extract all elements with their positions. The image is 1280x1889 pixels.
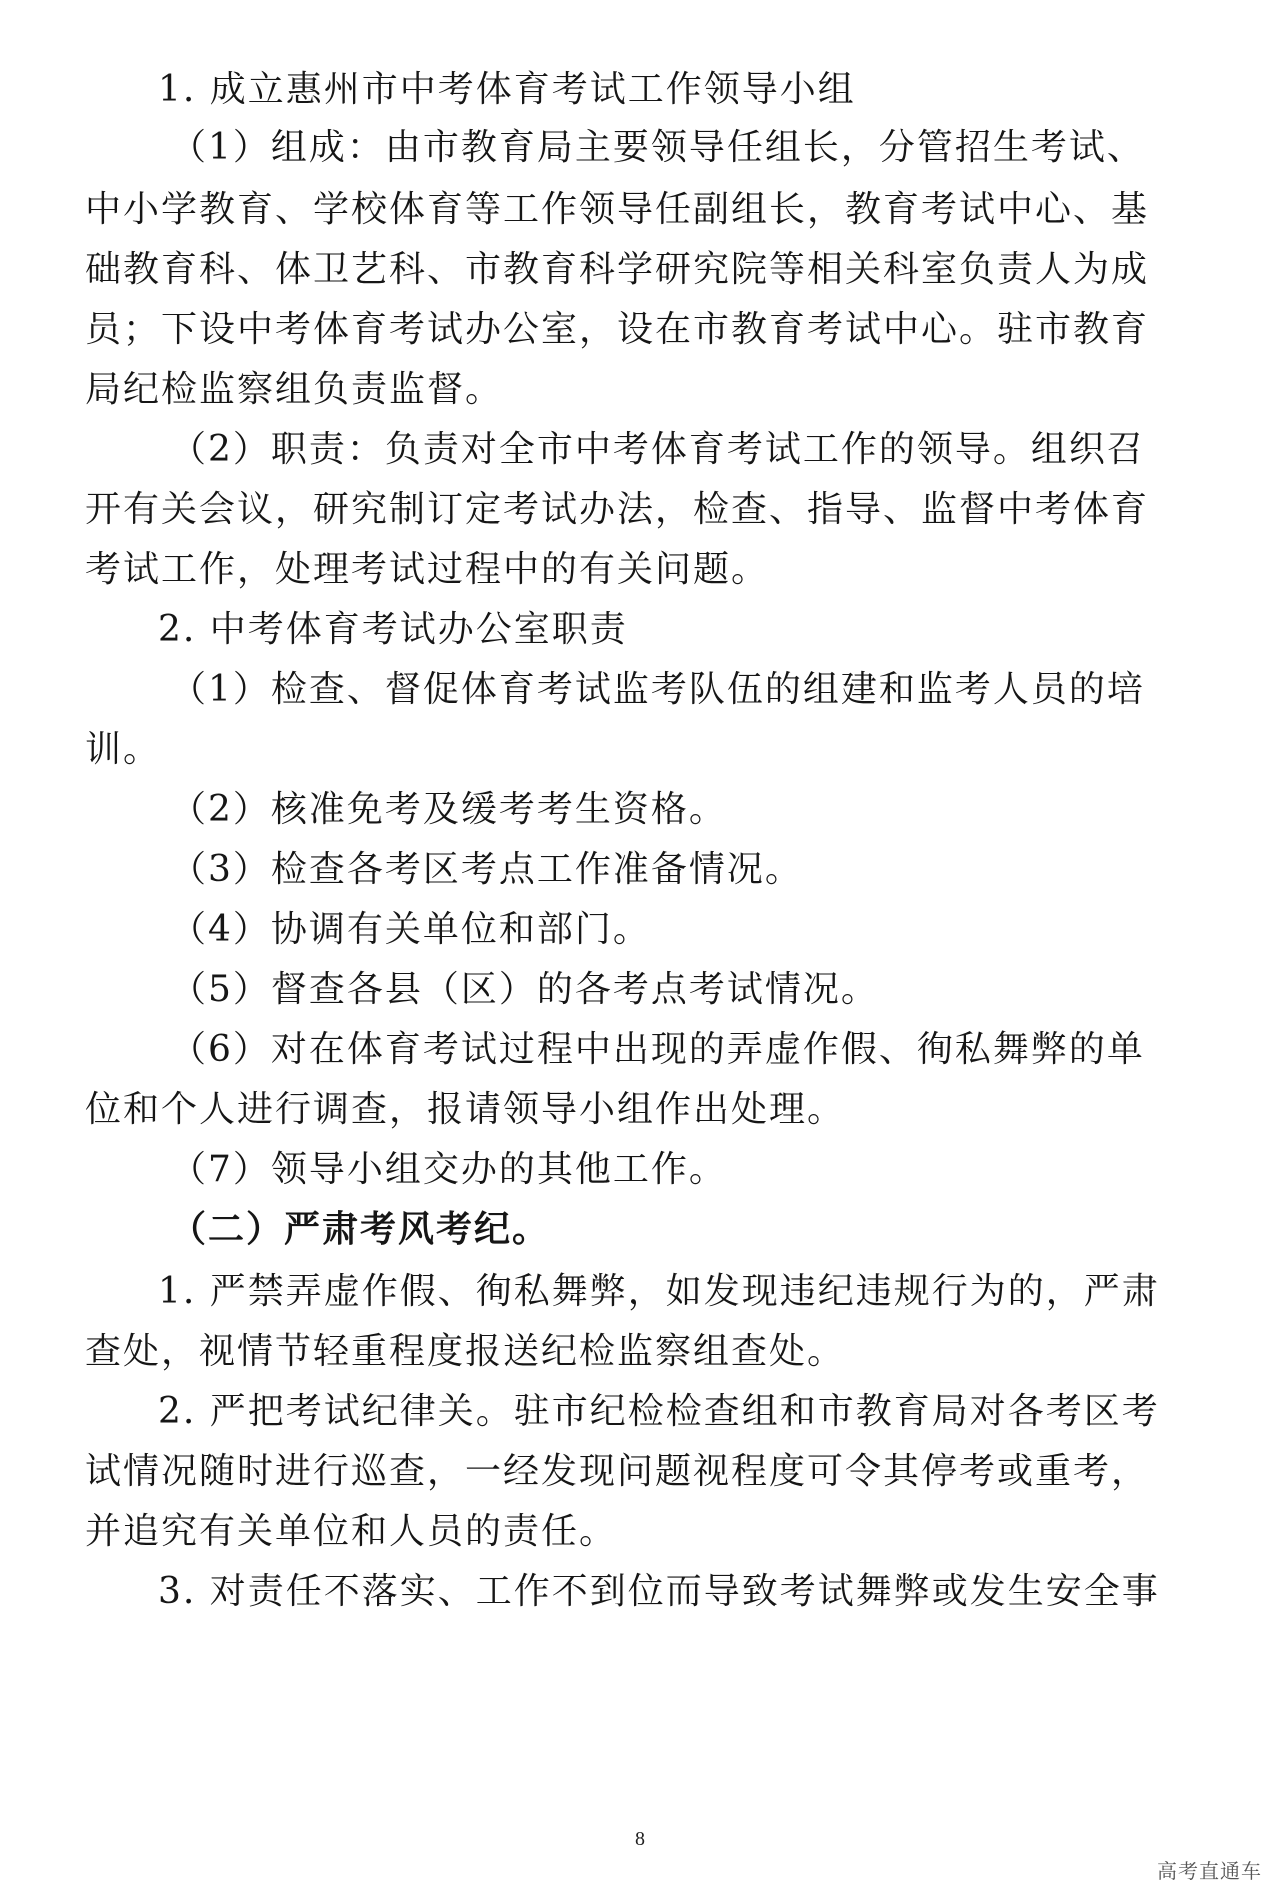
paragraph-line xyxy=(0,1080,1280,1140)
paragraph-line xyxy=(0,600,1280,660)
text-line: 局纪检监察组负责监督。 xyxy=(85,369,504,410)
paragraph-line xyxy=(0,1562,1280,1622)
paragraph-line xyxy=(0,1382,1280,1442)
paragraph-line xyxy=(0,360,1280,420)
paragraph-line xyxy=(0,1020,1280,1080)
section-heading-bold: （二）严肃考风考纪。 xyxy=(170,1209,551,1250)
paragraph-line xyxy=(0,540,1280,600)
text-line: 础教育科、体卫艺科、市教育科学研究院等相关科室负责人为成 xyxy=(85,249,1150,290)
text-line: 中小学教育、学校体育等工作领导任副组长，教育考试中心、基 xyxy=(85,189,1150,230)
paragraph-line xyxy=(0,240,1280,300)
paragraph-line xyxy=(0,1200,1280,1260)
paragraph-line xyxy=(0,60,1280,120)
paragraph-line xyxy=(0,780,1280,840)
text-line: 考试工作，处理考试过程中的有关问题。 xyxy=(85,549,770,590)
section-heading-2: 2. 中考体育考试办公室职责 xyxy=(158,609,628,650)
paragraph-line xyxy=(0,900,1280,960)
paragraph-line xyxy=(0,180,1280,240)
text-line: （7）领导小组交办的其他工作。 xyxy=(170,1149,727,1190)
text-line: 员；下设中考体育考试办公室，设在市教育考试中心。驻市教育 xyxy=(85,309,1150,350)
text-line: 1. 严禁弄虚作假、徇私舞弊，如发现违纪违规行为的，严肃 xyxy=(158,1271,1160,1312)
section-heading-1: 1. 成立惠州市中考体育考试工作领导小组 xyxy=(158,69,856,110)
text-line: （2）职责：负责对全市中考体育考试工作的领导。组织召 xyxy=(170,429,1145,470)
paragraph-line xyxy=(0,720,1280,780)
paragraph-line xyxy=(0,300,1280,360)
text-line: （5）督查各县（区）的各考点考试情况。 xyxy=(170,969,879,1010)
text-line: 2. 严把考试纪律关。驻市纪检检查组和市教育局对各考区考 xyxy=(158,1391,1160,1432)
text-line: 训。 xyxy=(85,729,162,770)
paragraph-line xyxy=(0,1502,1280,1562)
paragraph-line xyxy=(0,480,1280,540)
text-line: 查处，视情节轻重程度报送纪检监察组查处。 xyxy=(85,1331,846,1372)
text-line: （1）组成：由市教育局主要领导任组长，分管招生考试、 xyxy=(170,127,1145,168)
paragraph-line xyxy=(0,840,1280,900)
text-line: 试情况随时进行巡查，一经发现问题视程度可令其停考或重考， xyxy=(85,1451,1150,1492)
paragraph-line xyxy=(0,1262,1280,1322)
text-line: 开有关会议，研究制订定考试办法，检查、指导、监督中考体育 xyxy=(85,489,1150,530)
text-line: （6）对在体育考试过程中出现的弄虚作假、徇私舞弊的单 xyxy=(170,1029,1145,1070)
watermark: 高考直通车 xyxy=(1157,1859,1262,1883)
text-line: （1）检查、督促体育考试监考队伍的组建和监考人员的培 xyxy=(170,669,1145,710)
text-line: 3. 对责任不落实、工作不到位而导致考试舞弊或发生安全事 xyxy=(158,1571,1160,1612)
paragraph-line xyxy=(0,960,1280,1020)
paragraph-line xyxy=(0,420,1280,480)
paragraph-line xyxy=(0,1442,1280,1502)
text-line: 并追究有关单位和人员的责任。 xyxy=(85,1511,618,1552)
paragraph-line xyxy=(0,1140,1280,1200)
paragraph-line xyxy=(0,1322,1280,1382)
text-line: 位和个人进行调查，报请领导小组作出处理。 xyxy=(85,1089,846,1130)
text-line: （4）协调有关单位和部门。 xyxy=(170,909,651,950)
paragraph-line xyxy=(0,660,1280,720)
paragraph-line xyxy=(0,118,1280,178)
text-line: （2）核准免考及缓考考生资格。 xyxy=(170,789,727,830)
page-number: 8 xyxy=(635,1828,645,1850)
text-line: （3）检查各考区考点工作准备情况。 xyxy=(170,849,803,890)
